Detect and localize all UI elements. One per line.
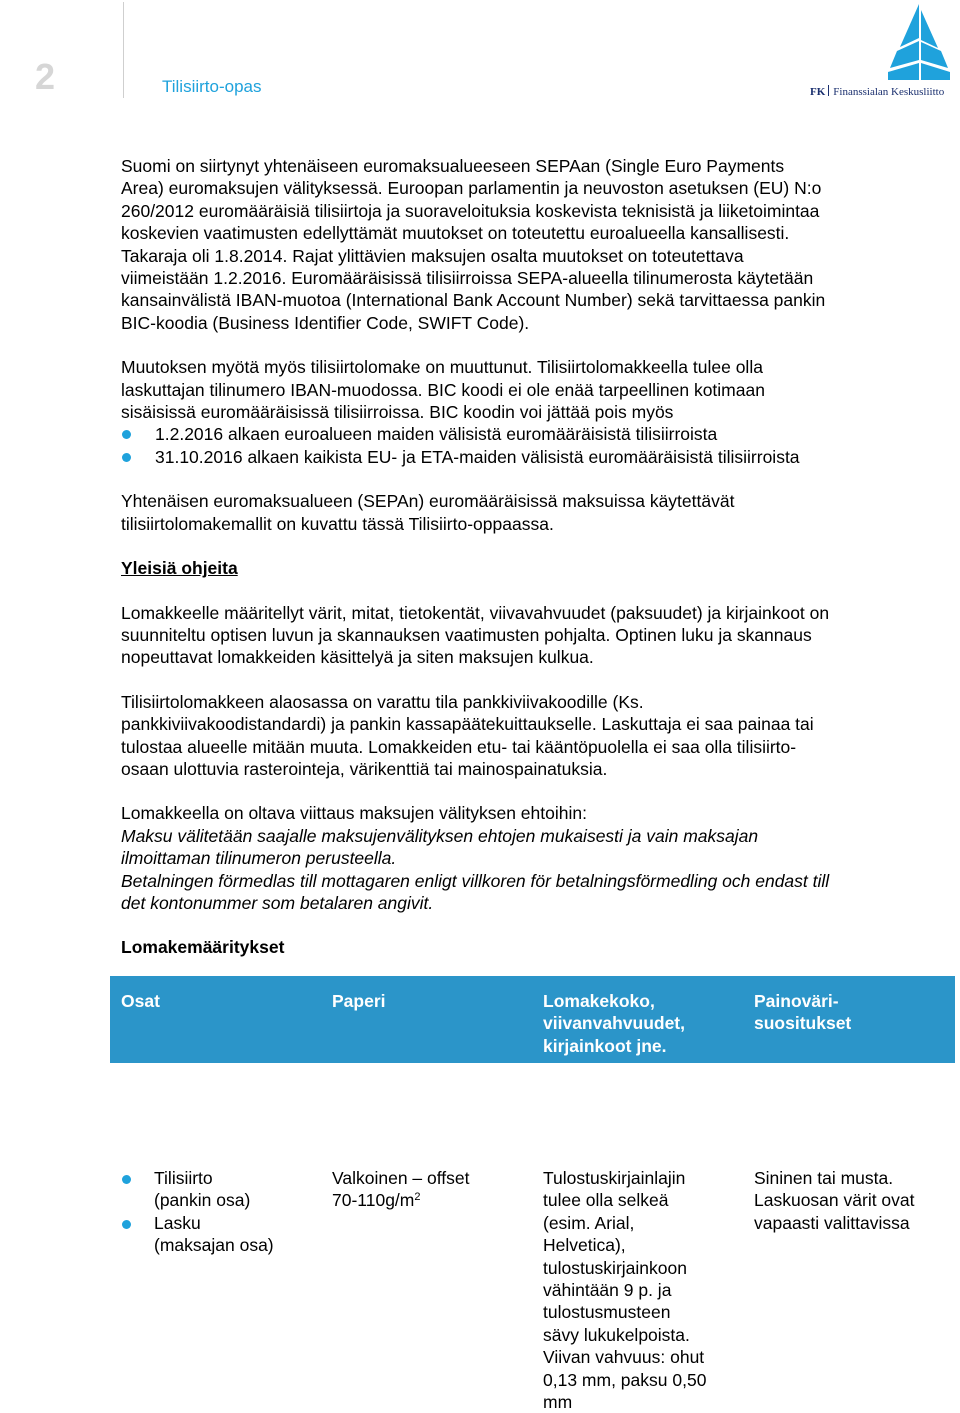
changes-paragraph (121, 356, 951, 423)
document-title: Tilisiirto-opas (162, 77, 262, 96)
list-item (121, 1167, 274, 1212)
cell-line: Viivan vahvuus: ohut (543, 1347, 705, 1368)
terms-text-line: det kontonummer som betalaren angivit. (121, 892, 434, 913)
bullet-icon (122, 1175, 131, 1184)
text-line: pankkiviivakoodistandardi) ja pankin kassapäätekuittaukselle. Laskuttaja ei saa painaa tai (121, 714, 814, 735)
text-line: Yhtenäisen euromaksualueen (SEPAn) euromääräisissä maksuissa käytettävät (121, 491, 735, 512)
text-line: Area) euromaksujen välityksessä. Euroopan parlamentin ja neuvoston asetuksen (EU) N:o (121, 178, 822, 199)
cell-line: tulee olla selkeä (543, 1190, 669, 1211)
parts-list (121, 1167, 274, 1257)
header-divider (123, 2, 124, 98)
text-line: 260/2012 euromääräisiä tilisiirtoja ja suoraveloituksia koskevista teknisistä ja liiketoimintaa (121, 200, 820, 221)
logo-abbr: FK (810, 86, 826, 98)
general-paragraph-1 (121, 602, 951, 669)
page-number: 2 (35, 56, 56, 97)
cell-line: Laskuosan värit ovat (754, 1190, 915, 1211)
page-header (0, 0, 960, 110)
fk-triangle-logo-icon (888, 2, 950, 82)
text-line: BIC-koodia (Business Identifier Code, SWIFT Code). (121, 312, 530, 333)
cell-line: tulostuskirjainkoon (543, 1257, 687, 1278)
text-line: Lomakkeella on oltava viittaus maksujen välityksen ehtoihin: (121, 803, 587, 824)
header-line: suositukset (754, 1013, 852, 1034)
header-line: Lomakekoko, (543, 991, 655, 1011)
bullet-icon (122, 430, 131, 439)
text-line: kansainvälistä IBAN-muotoa (International Bank Account Number) sekä tarvittaessa pankin (121, 290, 826, 311)
table-header (110, 976, 955, 1063)
list-item-text: Lasku (154, 1212, 201, 1233)
column-header-osat: Osat (121, 991, 160, 1011)
changes-bullet-list (121, 423, 951, 468)
logo-name: Finanssialan Keskusliitto (833, 86, 945, 98)
list-item-text: (pankin osa) (154, 1190, 251, 1211)
header-line: kirjainkoot jne. (543, 1035, 667, 1056)
cell-line: Sininen tai musta. (754, 1168, 894, 1188)
cell-line: 70-110g/m (332, 1190, 415, 1211)
text-line: Tilisiirtolomakkeen alaosassa on varattu tila pankkiviivakoodille (Ks. (121, 691, 644, 712)
general-paragraph-3 (121, 802, 951, 914)
table-row (110, 1063, 955, 1413)
text-line: Muutoksen myötä myös tilisiirtolomake on muuttunut. Tilisiirtolomakkeella tulee olla (121, 357, 763, 378)
specs-heading: Lomakemääritykset (121, 937, 285, 958)
cell-line: (esim. Arial, (543, 1212, 635, 1233)
text-line: laskuttajan tilinumero IBAN-muodossa. BIC koodi ei ole enää tarpeellinen kotimaan (121, 379, 765, 400)
logo-separator (828, 85, 829, 96)
header-line: Painoväri- (754, 991, 839, 1011)
specs-table (110, 976, 955, 1413)
column-header-painovari (754, 990, 954, 1035)
list-item (121, 1212, 274, 1257)
cell-line: Tulostuskirjainlajin (543, 1168, 686, 1188)
cell-line: mm (543, 1392, 573, 1413)
column-header-lomakekoko (543, 990, 733, 1057)
terms-text-line: ilmoittaman tilinumeron perusteella. (121, 848, 397, 869)
cell-line: tulostusmusteen (543, 1302, 671, 1323)
bullet-icon (122, 453, 131, 462)
general-heading: Yleisiä ohjeita (121, 558, 238, 579)
cell-line: 0,13 mm, paksu 0,50 (543, 1369, 707, 1390)
table-cell-osat (121, 1167, 274, 1257)
cell-line: Valkoinen – offset (332, 1168, 470, 1188)
text-line: koskevien vaatimusten edellyttämät muutokset on toteutettu euroalueella kansallisesti. (121, 223, 790, 244)
text-line: Lomakkeelle määritellyt värit, mitat, tietokentät, viivavahvuudet (paksuudet) ja kirjainkoot on (121, 602, 830, 623)
cell-line: Helvetica), (543, 1235, 626, 1256)
text-line: Suomi on siirtynyt yhtenäiseen euromaksualueeseen SEPAan (Single Euro Payments (121, 156, 785, 176)
table-cell-paperi (332, 1167, 470, 1212)
text-line: nopeuttavat lomakkeiden käsittelyä ja siten maksujen kulkua. (121, 647, 594, 668)
list-item (121, 423, 951, 445)
superscript: 2 (414, 1191, 421, 1204)
text-line: tulostaa alueelle mitään muuta. Lomakkeiden etu- tai kääntöpuolella ei saa olla tilisiirto- (121, 736, 797, 757)
text-line: sisäisissä euromääräisissä tilisiirroissa. BIC koodin voi jättää pois myös (121, 402, 674, 423)
table-cell-lomakekoko (543, 1167, 733, 1413)
text-line: osaan ulottuvia rasterointeja, värikenttiä tai mainospainatuksia. (121, 758, 608, 779)
text-line: viimeistään 1.2.2016. Euromääräisissä tilisiirroissa SEPA-alueella tilinumerosta käytetään (121, 268, 814, 289)
text-line: tilisiirtolomakemallit on kuvattu tässä Tilisiirto-oppaassa. (121, 513, 554, 534)
list-item (121, 446, 951, 468)
cell-line: sävy lukukelpoista. (543, 1324, 690, 1345)
cell-line: vähintään 9 p. ja (543, 1280, 672, 1301)
cell-line: vapaasti valittavissa (754, 1212, 910, 1233)
sepa-note-paragraph (121, 490, 951, 535)
table-cell-painovari (754, 1167, 954, 1234)
list-item-text: 31.10.2016 alkaen kaikista EU- ja ETA-maiden välisistä euromääräisistä tilisiirroista (155, 446, 800, 467)
bullet-icon (122, 1220, 131, 1229)
terms-text-line: Betalningen förmedlas till mottagaren enligt villkoren för betalningsförmedling och endast till (121, 870, 830, 891)
list-item-text: (maksajan osa) (154, 1235, 274, 1256)
column-header-paperi: Paperi (332, 991, 386, 1011)
text-line: Takaraja oli 1.8.2014. Rajat ylittävien maksujen osalta muutokset on toteutettava (121, 245, 744, 266)
terms-text-line: Maksu välitetään saajalle maksujenvälityksen ehtojen mukaisesti ja vain maksajan (121, 825, 759, 846)
list-item-text: 1.2.2016 alkaen euroalueen maiden välisistä euromääräisistä tilisiirroista (155, 424, 718, 445)
list-item-text: Tilisiirto (154, 1168, 213, 1188)
general-paragraph-2 (121, 691, 951, 781)
header-line: viivanvahvuudet, (543, 1013, 685, 1034)
fk-logo-text (810, 85, 944, 98)
document-body (121, 155, 951, 959)
intro-paragraph (121, 155, 951, 334)
text-line: suunniteltu optisen luvun ja skannauksen vaatimusten pohjalta. Optinen luku ja skannaus (121, 624, 812, 645)
